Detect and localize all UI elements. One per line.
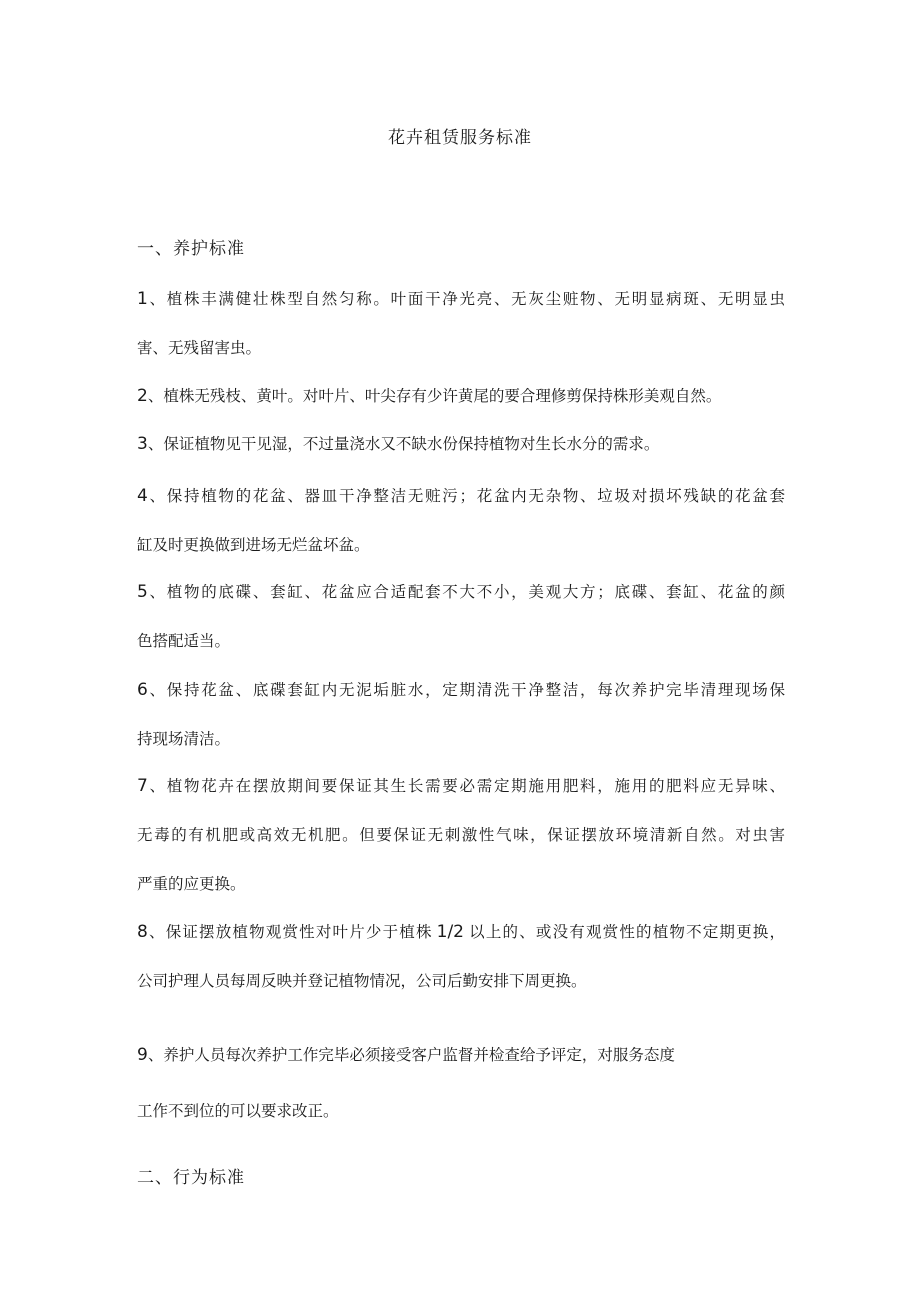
list-item-7	[137, 762, 785, 909]
fraction-value: 1/2	[436, 922, 464, 942]
item-text: 、植物的底碟、套缸、花盆应合适配套不大不小，美观大方；底碟、套缸、花盆的颜	[147, 583, 785, 601]
item-text: 缸及时更换做到进场无烂盆坏盆。	[137, 536, 370, 554]
list-item-8	[137, 908, 785, 1006]
list-item-5	[137, 568, 785, 666]
document-title: 花卉租赁服务标准	[388, 128, 532, 148]
list-item-9-continued	[137, 1099, 339, 1123]
list-item-1	[137, 275, 785, 373]
item-text: 、保证植物见干见湿，不过量浇水又不缺水份保持植物对生长水分的需求。	[147, 435, 660, 453]
item-number: 3	[137, 434, 148, 454]
section-heading-maintenance: 一、养护标准	[137, 239, 245, 259]
item-text: 、植物花卉在摆放期间要保证其生长需要必需定期施用肥料，施用的肥料应无异味、	[147, 777, 785, 795]
item-text: 无毒的有机肥或高效无机肥。但要保证无刺激性气味，保证摆放环境清新自然。对虫害	[137, 826, 785, 844]
list-item-9	[137, 1043, 675, 1067]
item-text: 工作不到位的可以要求改正。	[137, 1102, 339, 1120]
item-number: 7	[137, 776, 148, 796]
item-text: 、保持花盆、底碟套缸内无泥垢脏水，定期清洗干净整洁，每次养护完毕清理现场保	[147, 681, 785, 699]
item-text: 害、无残留害虫。	[137, 339, 262, 357]
item-text: 、养护人员每次养护工作完毕必须接受客户监督并检查给予评定，对服务态度	[147, 1046, 675, 1064]
item-number: 4	[137, 486, 148, 506]
item-number: 6	[137, 680, 148, 700]
section-heading-behavior: 二、行为标准	[137, 1168, 245, 1188]
item-text: 以上的、或没有观赏性的植物不定期更换，	[468, 923, 785, 941]
item-number: 1	[137, 289, 148, 309]
list-item-2	[137, 372, 785, 421]
item-number: 2	[137, 386, 148, 406]
item-text: 、保持植物的花盆、器皿干净整洁无赃污；花盆内无杂物、垃圾对损坏残缺的花盆套	[147, 487, 785, 505]
item-text: 、植株丰满健壮株型自然匀称。叶面干净光亮、无灰尘赃物、无明显病斑、无明显虫	[147, 290, 785, 308]
list-item-4	[137, 472, 785, 570]
item-text: 色搭配适当。	[137, 632, 231, 650]
item-text: 持现场清洁。	[137, 730, 231, 748]
item-number: 5	[137, 582, 148, 602]
item-number: 8	[137, 922, 148, 942]
list-item-6	[137, 666, 785, 764]
item-text: 、植株无残枝、黄叶。对叶片、叶尖存有少许黄尾的要合理修剪保持株形美观自然。	[147, 387, 722, 405]
list-item-3	[137, 420, 785, 469]
item-number: 9	[137, 1045, 148, 1065]
item-text: 公司护理人员每周反映并登记植物情况，公司后勤安排下周更换。	[137, 972, 587, 990]
item-text: 、保证摆放植物观赏性对叶片少于植株	[147, 923, 433, 941]
item-text: 严重的应更换。	[137, 875, 246, 893]
